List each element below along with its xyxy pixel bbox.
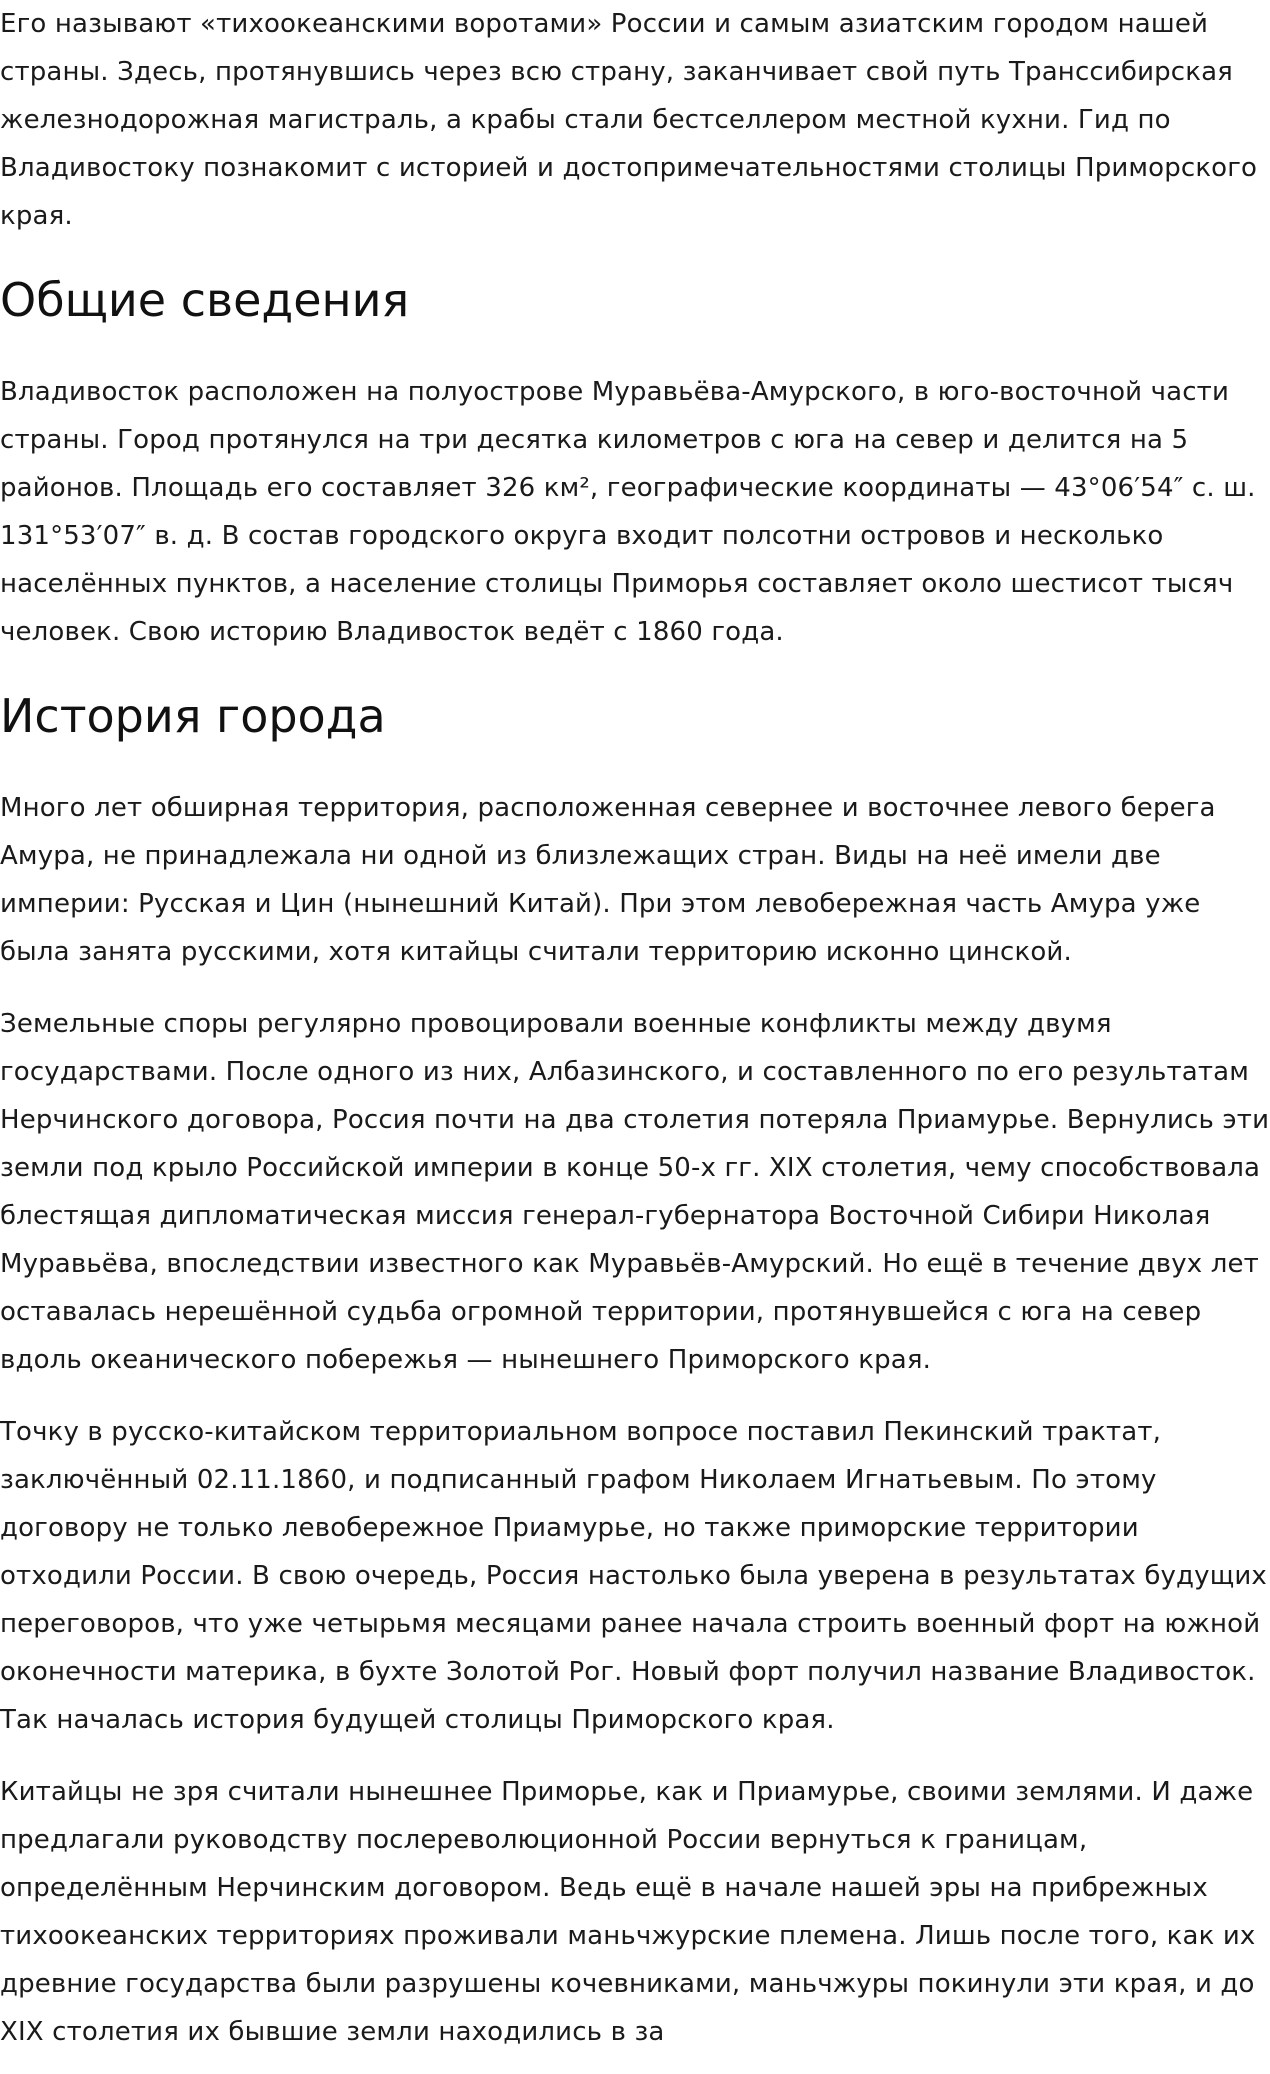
- section-heading-city-history: История города: [0, 689, 386, 743]
- history-paragraph-1: Много лет обширная территория, расположенная севернее и восточнее левого берега Амура, не принадлежала ни одной из близлежащих стран. Виды на неё имели две империи: Русская и Цин (нынешний Китай). При этом левобережная часть Амура уже была занята русскими, хотя китайцы считали территорию исконно цинской.: [0, 793, 1216, 967]
- history-paragraph-4: Китайцы не зря считали нынешнее Приморье, как и Приамурье, своими землями. И даже предлагали руководству послереволюционной России вернуться к границам, определённым Нерчинским договором. Ведь ещё в начале нашей эры на прибрежных тихоокеанских территориях проживали маньчжурские племена. Лишь после того, как их древние государства были разрушены кочевниками, маньчжуры покинули эти края, и до XIX столетия их бывшие земли находились в за: [0, 1777, 1256, 2047]
- history-paragraph-2: Земельные споры регулярно провоцировали военные конфликты между двумя государствами. После одного из них, Албазинского, и составленного по его результатам Нерчинского договора, Россия почти на два столетия потеряла Приамурье. Вернулись эти земли под крыло Российской империи в конце 50-х гг. XIX столетия, чему способствовала блестящая дипломатическая миссия генерал-губернатора Восточной Сибири Николая Муравьёва, впоследствии известного как Муравьёв-Амурский. Но ещё в течение двух лет оставалась нерешённой судьба огромной территории, протянувшейся с юга на север вдоль океанического побережья — нынешнего Приморского края.: [0, 1009, 1270, 1375]
- history-paragraph-3: Точку в русско-китайском территориальном вопросе поставил Пекинский трактат, заключённый 02.11.1860, и подписанный графом Николаем Игнатьевым. По этому договору не только левобережное Приамурье, но также приморские территории отходили России. В свою очередь, Россия настолько была уверена в результатах будущих переговоров, что уже четырьмя месяцами ранее начала строить военный форт на южной оконечности материка, в бухте Золотой Рог. Новый форт получил название Владивосток. Так началась история будущей столицы Приморского края.: [0, 1417, 1267, 1735]
- section-heading-general-info: Общие сведения: [0, 273, 410, 327]
- general-info-paragraph: Владивосток расположен на полуострове Муравьёва-Амурского, в юго-восточной части страны. Город протянулся на три десятка километров с юга на север и делится на 5 районов. Площадь его составляет 326 км², географические координаты — 43°06′54″ с. ш. 131°53′07″ в. д. В состав городского округа входит полсотни островов и несколько населённых пунктов, а население столицы Приморья составляет около шестисот тысяч человек. Свою историю Владивосток ведёт с 1860 года.: [0, 377, 1256, 647]
- intro-paragraph: Его называют «тихоокеанскими воротами» России и самым азиатским городом нашей страны. Здесь, протянувшись через всю страну, заканчивает свой путь Транссибирская железнодорожная магистраль, а крабы стали бестселлером местной кухни. Гид по Владивостоку познакомит с историей и достопримечательностями столицы Приморского края.: [0, 9, 1258, 231]
